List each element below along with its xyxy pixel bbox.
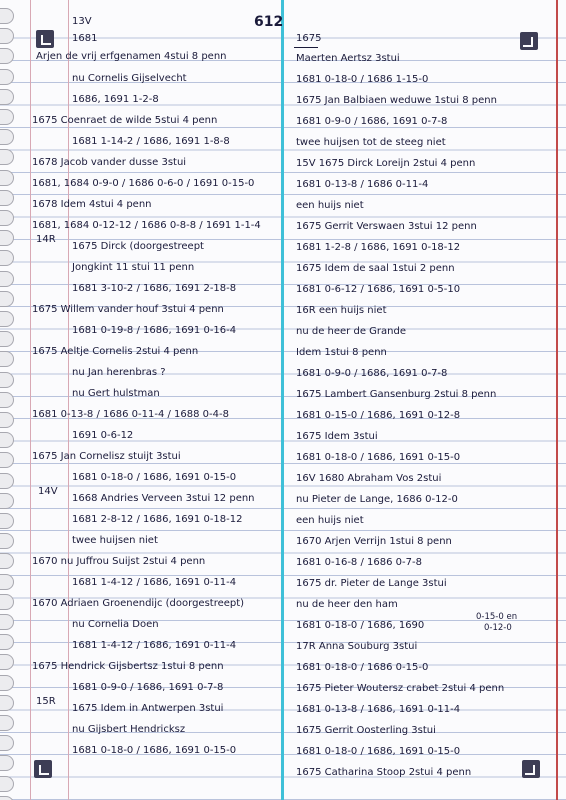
ledger-entry-line: 17R Anna Souburg 3stui (296, 641, 418, 652)
ledger-entry-line: 1675 Jan Balbiaen weduwe 1stui 8 penn (296, 95, 497, 106)
binding-ring (0, 8, 14, 24)
binding-ring (0, 715, 14, 731)
corner-bracket-icon (522, 760, 540, 778)
ledger-entry-line: 1681, 1684 0-9-0 / 1686 0-6-0 / 1691 0-15-0 (32, 178, 255, 189)
ledger-entry-line: 1675 Pieter Woutersz crabet 2stui 4 penn (296, 683, 505, 694)
binding-ring (0, 109, 14, 125)
binding-ring (0, 170, 14, 186)
ledger-entry-line: 1681 0-9-0 / 1686, 1691 0-7-8 (72, 682, 224, 693)
ledger-entry-line: nu de heer de Grande (296, 326, 406, 337)
ledger-entry-line: twee huijsen tot de steeg niet (296, 137, 446, 148)
binding-ring (0, 513, 14, 529)
folio-mark: 14V (38, 486, 58, 497)
ledger-annotation: 0-12-0 (484, 623, 512, 633)
ledger-entry-line: 1675 Gerrit Verswaen 3stui 12 penn (296, 221, 477, 232)
binding-ring (0, 452, 14, 468)
binding-ring (0, 351, 14, 367)
ledger-entry-line: 1670 Arjen Verrijn 1stui 8 penn (296, 536, 452, 547)
ledger-entry-line: nu Jan herenbras ? (72, 367, 166, 378)
ledger-entry-line: 1681 2-8-12 / 1686, 1691 0-18-12 (72, 514, 243, 525)
ledger-entry-line: nu Gert hulstman (72, 388, 160, 399)
binding-ring (0, 149, 14, 165)
binding-ring (0, 28, 14, 44)
ledger-entry-line: 1691 0-6-12 (72, 430, 134, 441)
ledger-entry-line: 1681 0-18-0 / 1686, 1691 0-15-0 (72, 745, 237, 756)
ledger-entry-line: 1681 3-10-2 / 1686, 1691 2-18-8 (72, 283, 237, 294)
binding-ring (0, 230, 14, 246)
corner-bracket-icon (34, 760, 52, 778)
binding-ring (0, 654, 14, 670)
ledger-entry-line: 1675 dr. Pieter de Lange 3stui (296, 578, 447, 589)
ledger-entry-line: 1670 nu Juffrou Suijst 2stui 4 penn (32, 556, 206, 567)
year-underline (294, 47, 318, 48)
ledger-entry-line: 1675 Catharina Stoop 2stui 4 penn (296, 767, 472, 778)
ledger-entry-line: 1681 1-4-12 / 1686, 1691 0-11-4 (72, 640, 237, 651)
ledger-entry-line: 16V 1680 Abraham Vos 2stui (296, 473, 442, 484)
binding-ring (0, 634, 14, 650)
folio-mark: 14R (36, 234, 56, 245)
ledger-entry-line: 1675 Jan Cornelisz stuijt 3stui (32, 451, 181, 462)
ledger-entry-line: 15V 1675 Dirck Loreijn 2stui 4 penn (296, 158, 476, 169)
binding-ring (0, 372, 14, 388)
ledger-entry-line: 1681 0-18-0 / 1686, 1691 0-15-0 (72, 472, 237, 483)
ledger-entry-line: 1675 Willem vander houf 3stui 4 penn (32, 304, 224, 315)
binding-ring (0, 776, 14, 792)
ledger-entry-line: 1675 Idem de saal 1stui 2 penn (296, 263, 455, 274)
ledger-entry-line: nu de heer den ham (296, 599, 398, 610)
binding-ring (0, 129, 14, 145)
margin-line (30, 0, 31, 800)
ledger-entry-line: 1675 Lambert Gansenburg 2stui 8 penn (296, 389, 497, 400)
ledger-entry-line: 1681 0-9-0 / 1686, 1691 0-7-8 (296, 368, 448, 379)
page-number: 612 (254, 14, 284, 30)
ledger-entry-line: 1681 1-2-8 / 1686, 1691 0-18-12 (296, 242, 461, 253)
ledger-entry-line: 1675 Gerrit Oosterling 3stui (296, 725, 436, 736)
ledger-entry-line: 1681 0-18-0 / 1686, 1690 (296, 620, 425, 631)
ledger-entry-line: nu Cornelis Gijselvecht (72, 73, 187, 84)
binding-ring (0, 210, 14, 226)
binding-ring (0, 412, 14, 428)
binding-ring (0, 796, 14, 800)
folio-label: 13V (72, 16, 92, 27)
ledger-entry-line: 1681 0-6-12 / 1686, 1691 0-5-10 (296, 284, 461, 295)
ledger-entry-line: 1675 Aeltje Cornelis 2stui 4 penn (32, 346, 199, 357)
ledger-entry-line: 1670 Adriaen Groenendijc (doorgestreept) (32, 598, 245, 609)
ledger-annotation: 0-15-0 en (476, 612, 518, 622)
binding-ring (0, 533, 14, 549)
ledger-entry-line: 1681 0-19-8 / 1686, 1691 0-16-4 (72, 325, 237, 336)
ledger-entry-line: een huijs niet (296, 515, 364, 526)
binding-ring (0, 331, 14, 347)
ledger-entry-line: 1681 0-13-8 / 1686, 1691 0-11-4 (296, 704, 461, 715)
binding-ring (0, 614, 14, 630)
ledger-entry-line: 1681, 1684 0-12-12 / 1686 0-8-8 / 1691 1-1-4 (32, 220, 261, 231)
ledger-entry-line: 1675 Coenraet de wilde 5stui 4 penn (32, 115, 218, 126)
corner-bracket-icon (520, 32, 538, 50)
binding-ring (0, 493, 14, 509)
binding-ring (0, 89, 14, 105)
ledger-entry-line: nu Pieter de Lange, 1686 0-12-0 (296, 494, 458, 505)
binding-ring (0, 291, 14, 307)
ledger-entry-line: 1675 Idem in Antwerpen 3stui (72, 703, 224, 714)
ledger-entry-line: 1675 Dirck (doorgestreept (72, 241, 204, 252)
binding-ring (0, 473, 14, 489)
ledger-entry-line: 16R een huijs niet (296, 305, 387, 316)
ledger-entry-line: 1678 Jacob vander dusse 3stui (32, 157, 187, 168)
ledger-entry-line: 1681 0-18-0 / 1686 1-15-0 (296, 74, 429, 85)
binding-ring (0, 392, 14, 408)
ledger-entry-line: 1675 Idem 3stui (296, 431, 378, 442)
ledger-entry-line: 1681 1-14-2 / 1686, 1691 1-8-8 (72, 136, 230, 147)
binding-ring (0, 755, 14, 771)
ledger-entry-line: 1681 0-18-0 / 1686, 1691 0-15-0 (296, 452, 461, 463)
spiral-binding (0, 0, 24, 800)
ledger-entry-line: 1675 Hendrick Gijsbertsz 1stui 8 penn (32, 661, 224, 672)
binding-ring (0, 695, 14, 711)
center-divider-line (281, 0, 284, 800)
binding-ring (0, 190, 14, 206)
binding-ring (0, 574, 14, 590)
folio-mark: 15R (36, 696, 56, 707)
corner-bracket-icon (36, 30, 54, 48)
binding-ring (0, 553, 14, 569)
page-edge-line (556, 0, 558, 800)
ledger-entry-line: 1681 0-18-0 / 1686, 1691 0-15-0 (296, 746, 461, 757)
binding-ring (0, 735, 14, 751)
ledger-entry-line: nu Gijsbert Hendricksz (72, 724, 186, 735)
binding-ring (0, 48, 14, 64)
binding-ring (0, 311, 14, 327)
right-column-year: 1675 (296, 33, 322, 44)
ledger-entry-line: 1681 1-4-12 / 1686, 1691 0-11-4 (72, 577, 237, 588)
ledger-entry-line: nu Cornelia Doen (72, 619, 159, 630)
ledger-entry-line: Maerten Aertsz 3stui (296, 53, 400, 64)
ledger-entry-line: 1668 Andries Verveen 3stui 12 penn (72, 493, 255, 504)
binding-ring (0, 675, 14, 691)
ledger-entry-line: 1678 Idem 4stui 4 penn (32, 199, 152, 210)
binding-ring (0, 250, 14, 266)
binding-ring (0, 432, 14, 448)
ledger-entry-line: 1681 0-9-0 / 1686, 1691 0-7-8 (296, 116, 448, 127)
ledger-entry-line: 1681 0-16-8 / 1686 0-7-8 (296, 557, 422, 568)
left-column-year: 1681 (72, 33, 98, 44)
ledger-entry-line: 1681 0-18-0 / 1686 0-15-0 (296, 662, 429, 673)
binding-ring (0, 271, 14, 287)
ledger-entry-line: 1681 0-15-0 / 1686, 1691 0-12-8 (296, 410, 461, 421)
ledger-entry-line: 1681 0-13-8 / 1686 0-11-4 / 1688 0-4-8 (32, 409, 229, 420)
ledger-entry-line: Jongkint 11 stui 11 penn (72, 262, 195, 273)
ledger-entry-line: Arjen de vrij erfgenamen 4stui 8 penn (36, 51, 227, 62)
ledger-entry-line: een huijs niet (296, 200, 364, 211)
binding-ring (0, 69, 14, 85)
ledger-entry-line: 1686, 1691 1-2-8 (72, 94, 159, 105)
binding-ring (0, 594, 14, 610)
ledger-entry-line: 1681 0-13-8 / 1686 0-11-4 (296, 179, 429, 190)
ledger-entry-line: twee huijsen niet (72, 535, 158, 546)
ledger-entry-line: Idem 1stui 8 penn (296, 347, 387, 358)
